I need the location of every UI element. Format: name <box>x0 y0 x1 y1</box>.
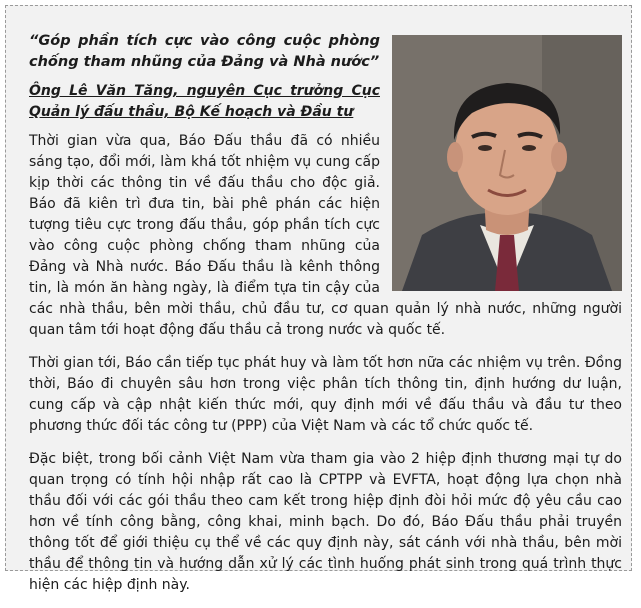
portrait-photo <box>392 35 622 291</box>
paragraph-1: Thời gian vừa qua, Báo Đấu thầu đã có nhiều sáng tạo, đổi mới, làm khá tốt nhiệm vụ cung cấp kịp thời các thông tin về đấu thầu cho độc giả. Báo đã kiên trì đưa tin, bài phê phán các hiện tượng tiêu cực trong đấu thầu, góp phần tích cực vào công cuộc phòng chống tham nhũng của Đảng và Nhà nước. Báo Đấu thầu là kênh thông tin, là món ăn hàng ngày, là điểm tựa tin cậy của các nhà thầu, bên mời thầu, chủ đầu tư, cơ quan quản lý nhà nước, những người quan tâm tới hoạt động đấu thầu cả trong nước và quốc tế. <box>29 133 622 338</box>
quote-box <box>5 5 632 593</box>
quote-title: “Góp phần tích cực vào công cuộc phòng chống tham nhũng của Đảng và Nhà nước” <box>29 33 380 70</box>
portrait-image <box>392 35 622 291</box>
quote-content <box>29 31 622 608</box>
author-caption: Ông Lê Văn Tăng, nguyên Cục trưởng Cục Quản lý đấu thầu, Bộ Kế hoạch và Đầu tư <box>29 83 380 120</box>
paragraph-2: Thời gian tới, Báo cần tiếp tục phát huy và làm tốt hơn nữa các nhiệm vụ trên. Đồng thời, Báo đi chuyên sâu hơn trong việc phân tích thông tin, định hướng dư luận, cung cấp và cập nhật kiến thức mới, quy định mới về đấu thầu và đầu tư theo phương thức đối tác công tư (PPP) của Việt Nam và các tổ chức quốc tế. <box>29 355 622 434</box>
paragraph-3: Đặc biệt, trong bối cảnh Việt Nam vừa tham gia vào 2 hiệp định thương mại tự do quan trọng có tính hội nhập rất cao là CPTPP và EVFTA, hoạt động lựa chọn nhà thầu đối với các gói thầu theo cam kết trong hiệp định đòi hỏi mức độ yêu cầu cao hơn về tính công bằng, công khai, minh bạch. Do đó, Báo Đấu thầu phải truyền thông tốt để giới thiệu cụ thể về các quy định này, sát cánh với nhà thầu, bên mời thầu để thông tin và hướng dẫn xử lý các tình huống phát sinh trong quá trình thực hiện các hiệp định này. <box>29 451 622 593</box>
